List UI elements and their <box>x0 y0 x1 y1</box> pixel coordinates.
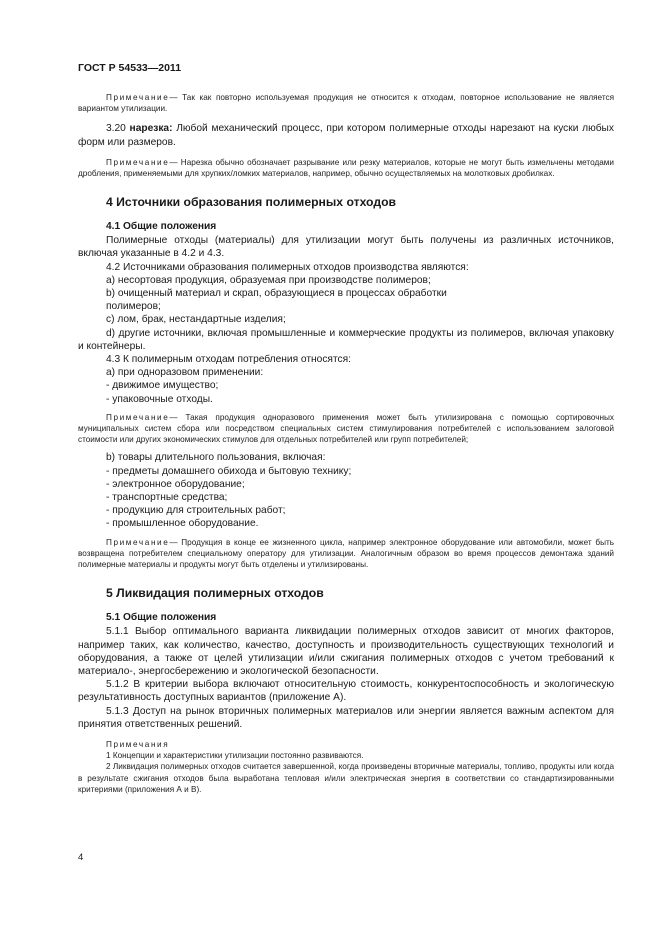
list-item: - электронное оборудование; <box>106 478 245 490</box>
note-label: Примечание <box>106 412 170 422</box>
subsection-4-1-heading: 4.1 Общие положения <box>106 221 217 233</box>
paragraph-5-1-3: 5.1.3 Доступ на рынок вторичных полимерных материалов или энергии является важным аспектом для принятия ответственных решений. <box>78 705 614 730</box>
note-text: — Такая продукция одноразового применения может быть утилизирована с помощью сортировочных муниципальных систем сбора или посредством специальных систем стимулирования потребителей с использованием залоговой стоимости или других экономических стимулов для отдельных потребителей или групп потребителей; <box>78 412 614 445</box>
list-item: - продукцию для строительных работ; <box>106 505 286 517</box>
note-reuse <box>78 92 614 114</box>
list-item: а) несортовая продукция, образуемая при производстве полимеров; <box>106 274 431 286</box>
term-number: 3.20 <box>106 123 126 135</box>
list-item: - упаковочные отходы. <box>106 393 213 405</box>
note-item: 2 Ликвидация полимерных отходов считается завершенной, когда произведены вторичные материалы, топливо, продукты или когда в результате сжигания отходов была выработана тепловая и/или электрическая энергия в соответствии со стандартизированными критериями (приложения А и В). <box>78 762 614 794</box>
note-label: Примечание <box>106 157 170 167</box>
section-5-heading: 5 Ликвидация полимерных отходов <box>106 586 324 601</box>
term-3-20 <box>78 122 614 148</box>
section-4-heading: 4 Источники образования полимерных отходов <box>106 195 397 210</box>
note-label: Примечание <box>106 93 170 102</box>
list-item: b) очищенный материал и скрап, образующиеся в процессах обработки <box>106 288 447 300</box>
list-item: - движимое имущество; <box>106 380 219 392</box>
paragraph-5-1-1: 5.1.1 Выбор оптимального варианта ликвидации полимерных отходов зависит от многих факторов, например таких, как количество, качество, доступность и производительность существующих технологий и оборудования, а также от целей утилизации и/или сжигания полимерных отходов с учетом требований к материало-, энергосбережению и экологической безопасности. <box>78 626 614 677</box>
paragraph-4-2: 4.2 Источниками образования полимерных отходов производства являются: <box>106 261 469 273</box>
list-item: а) при одноразовом применении: <box>106 367 264 379</box>
note-text: — Так как повторно используемая продукция не относится к отходам, повторное использование не является вариантом утилизации. <box>78 93 614 114</box>
note-cutting <box>78 157 614 179</box>
list-item: полимеров; <box>106 301 161 313</box>
paragraph-4-3: 4.3 К полимерным отходам потребления относятся: <box>106 354 351 366</box>
note-text: — Нарезка обычно обозначает разрывание или резку материалов, которые не могут быть измельчены методами дробления, применяемыми для хрупких/ломких материалов, например, обычно осуществляемых на молотковых дробилках. <box>78 157 614 179</box>
list-item: - предметы домашнего обихода и бытовую технику; <box>106 465 352 477</box>
term-definition: Любой механический процесс, при котором полимерные отходы нарезают на куски любых форм или размеров. <box>78 123 614 148</box>
note-text: — Продукция в конце ее жизненного цикла, например электронное оборудование или автомобили, может быть возвращена потребителем специальному оператору для утилизации. Аналогичным образом во время процессов демонтажа зданий полимерные материалы и продукты могут быть отделены и утилизированы. <box>78 537 614 570</box>
page-number: 4 <box>78 852 84 863</box>
list-item: - промышленное оборудование. <box>106 518 259 530</box>
note-end-of-life <box>78 537 614 571</box>
document-page <box>78 62 614 795</box>
subsection-5-1-heading: 5.1 Общие положения <box>106 612 217 624</box>
paragraph-4-1: Полимерные отходы (материалы) для утилизации могут быть получены из различных источников, включая указанные в 4.2 и 4.3. <box>78 235 614 260</box>
paragraph-5-1-2: 5.1.2 В критерии выбора включают относительную стоимость, конкурентоспособность и экологическую результативность доступных вариантов (приложение А). <box>78 679 614 704</box>
term-name: нарезка: <box>129 123 173 135</box>
list-item: d) другие источники, включая промышленные и коммерческие продукты из полимеров, включая упаковку и контейнеры. <box>78 327 614 352</box>
document-header: ГОСТ Р 54533—2011 <box>78 62 182 74</box>
list-item: - транспортные средства; <box>106 492 228 504</box>
list-item: b) товары длительного пользования, включая: <box>106 452 326 464</box>
note-label: Примечание <box>106 537 170 547</box>
notes-label: Примечания <box>106 739 170 749</box>
note-item: 1 Концепции и характеристики утилизации постоянно развиваются. <box>106 751 364 761</box>
note-single-use <box>78 412 614 446</box>
list-item: c) лом, брак, нестандартные изделия; <box>106 314 286 326</box>
